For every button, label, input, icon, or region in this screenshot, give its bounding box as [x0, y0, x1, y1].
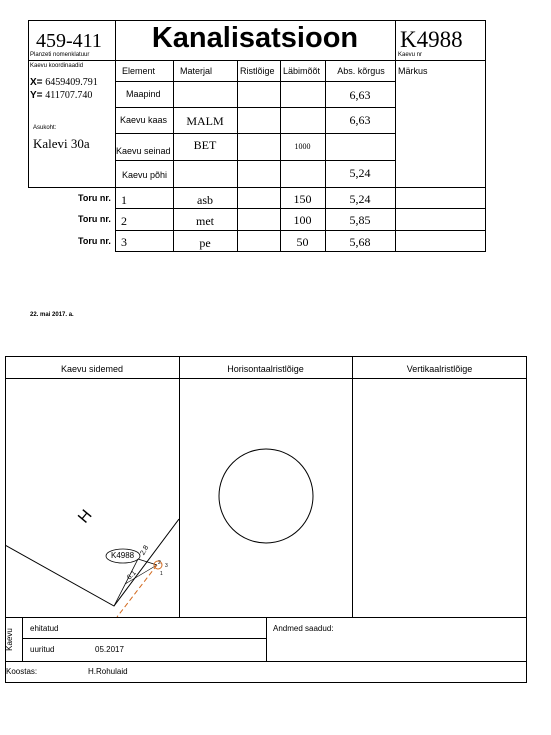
- building-outline: [5, 519, 179, 606]
- well-caption: Kaevu nr: [398, 52, 423, 58]
- horizontal-section-drawing: [179, 379, 352, 617]
- coord-y: [30, 90, 92, 101]
- dimension-line-a: [114, 559, 138, 606]
- row-material-walls: BET: [193, 138, 217, 152]
- pipe-label-3: Toru nr.: [78, 236, 111, 246]
- pipe-elevation-1: 5,24: [349, 192, 371, 206]
- row-label-ground: Maapind: [126, 89, 161, 99]
- coord-x-label: X=: [30, 77, 43, 88]
- sketch-num-1: 1: [160, 571, 163, 577]
- col-header-cross: Ristlõige: [240, 66, 275, 76]
- coord-x-value: 6459409.791: [45, 77, 98, 88]
- row-elevation-ground: 6,63: [349, 88, 371, 102]
- page-title: Kanalisatsioon: [151, 22, 359, 54]
- well-id: K4988: [400, 27, 463, 52]
- col-title-connections: Kaevu sidemed: [60, 364, 124, 374]
- pipe-elevation-2: 5,85: [349, 213, 371, 227]
- footer-side-label: Kaevu: [4, 628, 14, 651]
- row-label-walls: Kaevu seinad: [116, 146, 171, 156]
- pipe-diameter-2: 100: [293, 213, 312, 227]
- col-header-diameter: Läbimõõt: [283, 66, 321, 76]
- date-note: 22. mai 2017. a.: [30, 312, 74, 318]
- pipe-material-1: asb: [197, 193, 213, 207]
- row-elevation-bottom: 5,24: [349, 166, 371, 180]
- col-header-material: Materjal: [180, 66, 213, 76]
- footer-checked-label: ehitatud: [30, 624, 59, 633]
- row-diameter-walls: 1000: [294, 142, 311, 151]
- pipe-no-2: 2: [121, 214, 127, 228]
- pipe-no-1: 1: [121, 193, 127, 207]
- col-header-elevation: Abs. kõrgus: [337, 66, 385, 76]
- connections-sketch: [5, 379, 179, 617]
- pipe-label-2: Toru nr.: [78, 214, 111, 224]
- coord-y-value: 411707.740: [45, 90, 93, 101]
- address-caption: Asukoht:: [33, 125, 57, 131]
- coord-y-label: Y=: [30, 90, 43, 101]
- sketch-well-label: K4988: [111, 551, 135, 560]
- row-material-lid: MALM: [186, 114, 224, 128]
- sketch-dim-a: 2.8: [139, 544, 151, 557]
- pipe-diameter-1: 150: [293, 192, 312, 206]
- nomenclature: 459-411: [36, 30, 102, 52]
- address: Kalevi 30a: [33, 136, 90, 151]
- col-header-element: Element: [122, 66, 156, 76]
- footer-measured-label: uuritud: [30, 645, 55, 654]
- row-label-lid: Kaevu kaas: [120, 115, 168, 125]
- pipe-no-3: 3: [121, 235, 127, 249]
- nomenclature-caption: Planzeti nomenklatuur: [30, 52, 90, 58]
- sketch-num-2: 2: [158, 560, 161, 566]
- pipe-material-3: pe: [199, 236, 211, 250]
- pipe-elevation-3: 5,68: [349, 235, 371, 249]
- col-title-horizontal: Horisontaalristlõige: [227, 364, 304, 374]
- footer-data-received: Andmed saadud:: [273, 624, 334, 633]
- sketch-letter: H: [75, 506, 96, 527]
- row-elevation-lid: 6,63: [349, 113, 371, 127]
- well-circle: [219, 449, 313, 543]
- footer-author: H.Rohulaid: [88, 667, 128, 676]
- row-label-bottom: Kaevu põhi: [122, 170, 168, 180]
- pipe-diameter-3: 50: [296, 235, 309, 249]
- sketch-dim-b: 6.1: [125, 569, 138, 582]
- coord-caption: Kaevu koordinaadid: [30, 63, 84, 69]
- footer-author-label: Koostas:: [6, 667, 38, 676]
- footer-measured-value: 05.2017: [95, 645, 124, 654]
- pipe-label-1: Toru nr.: [78, 193, 111, 203]
- col-header-notes: Märkus: [398, 66, 428, 76]
- pipe-material-2: met: [196, 214, 214, 228]
- col-title-vertical: Vertikaalristlõige: [406, 364, 473, 374]
- sketch-num-3: 3: [165, 563, 168, 569]
- coord-x: [30, 77, 98, 88]
